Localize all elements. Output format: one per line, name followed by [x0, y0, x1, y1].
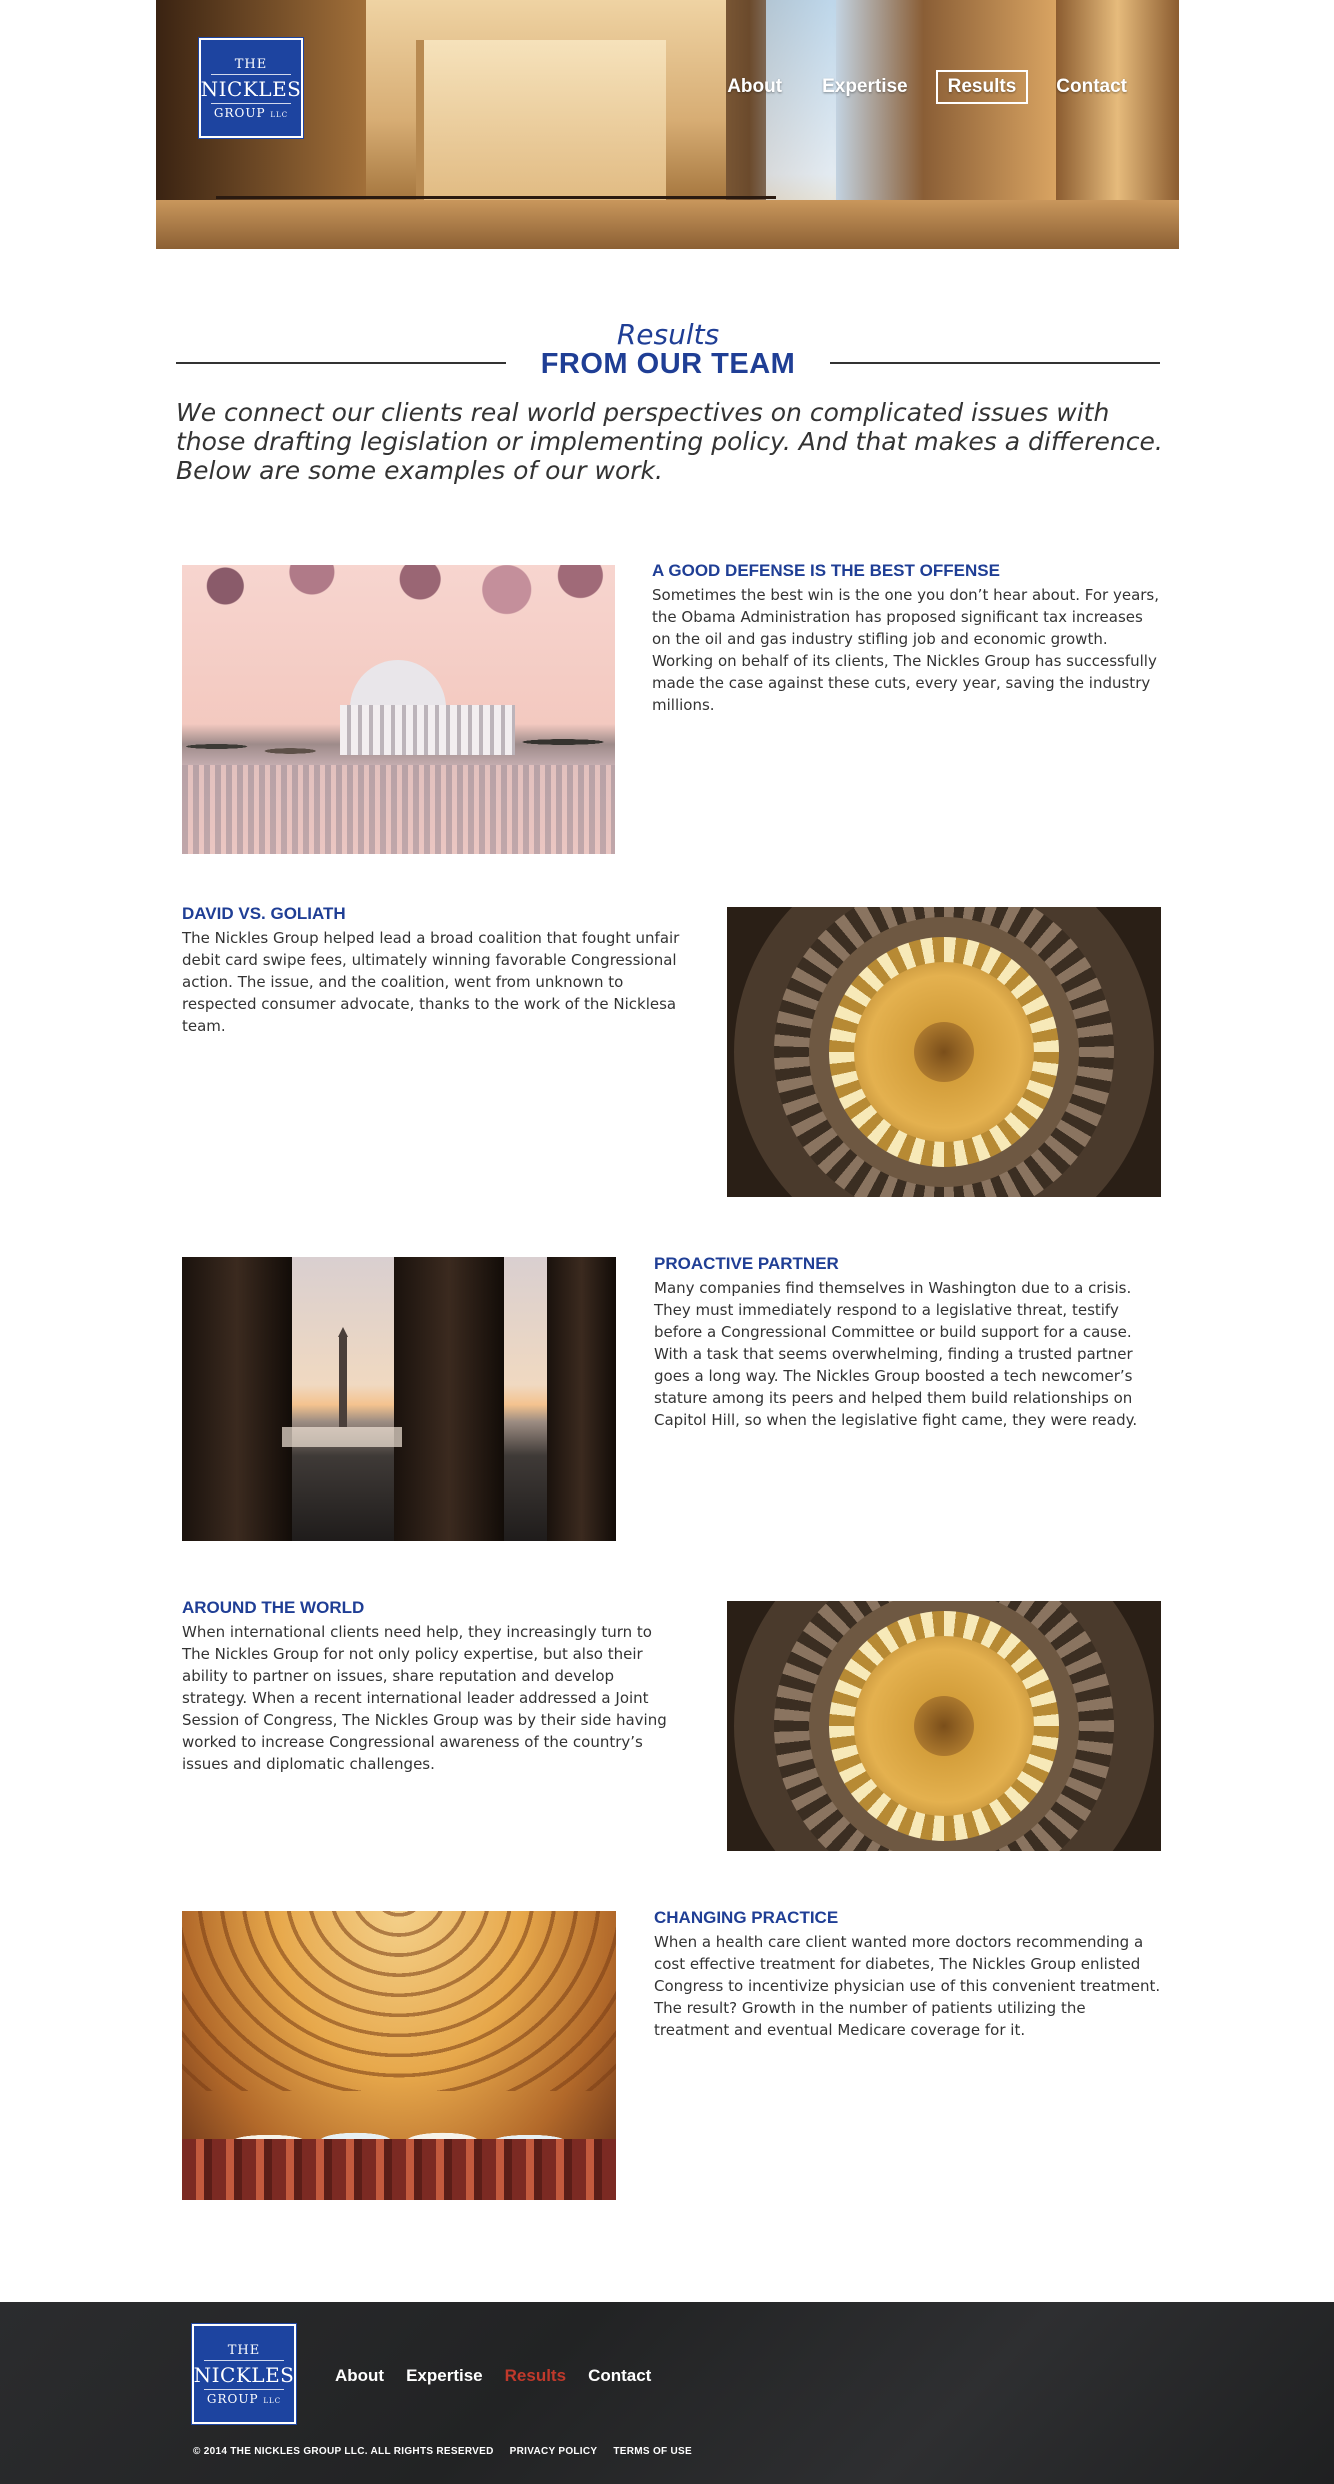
item-body: Many companies find themselves in Washington due to a crisis. They must immediately respond to a legislative threat, testify before a Congressional Committee or build support for a cause. With a task that seems overwhelming, finding a trusted partner goes a long way. The Nickles Group boosted a tech newcomer’s stature among its peers and helped them build relationships on Capitol Hill, so when the legislative fight came, they were ready. — [654, 1279, 1138, 1429]
memorial-building — [340, 705, 515, 755]
logo-rule — [204, 2389, 284, 2390]
dome-oculus — [914, 1022, 974, 1082]
logo-line2: NICKLES — [200, 76, 302, 101]
logo-line1: THE — [234, 56, 268, 72]
footer-nav — [335, 2366, 651, 2386]
library-dome-image — [182, 1911, 616, 2200]
nav-about[interactable]: About — [727, 76, 783, 97]
hero-rope — [216, 196, 776, 199]
hero-steps — [156, 200, 1179, 249]
capitol-dome-image — [727, 907, 1161, 1197]
item-title: CHANGING PRACTICE — [654, 1908, 839, 1927]
logo-rule — [211, 103, 291, 104]
footer-legal — [193, 2446, 692, 2457]
logo-rule — [204, 2360, 284, 2361]
item-title: AROUND THE WORLD — [182, 1598, 365, 1617]
hero-banner — [156, 0, 1179, 249]
nav-contact[interactable]: Contact — [1056, 76, 1127, 97]
pillar — [547, 1257, 616, 1541]
footer-nav-results[interactable]: Results — [504, 2366, 567, 2385]
logo-rule — [211, 74, 291, 75]
item-body: When a health care client wanted more doctors recommending a cost effective treatment for diabetes, The Nickles Group enlisted Congress to incentivize physician use of this convenient treatment. The result? Growth in the number of patients utilizing the treatment and eventual Medicare coverage for it. — [654, 1933, 1161, 2039]
blossom — [182, 565, 615, 635]
washington-monument-image — [182, 1257, 616, 1541]
item-body: The Nickles Group helped lead a broad coalition that fought unfair debit card swipe fees, ultimately winning favorable Congressional action. The issue, and the coalition, went from unknown to respected consumer advocate, thanks to the work of the Nicklesa team. — [182, 929, 680, 1035]
pillar — [182, 1257, 292, 1541]
copyright-text: © 2014 THE NICKLES GROUP LLC. ALL RIGHTS RESERVED — [193, 2446, 494, 2457]
logo-line1: THE — [227, 2342, 261, 2358]
pillar — [394, 1257, 504, 1541]
section-heading — [176, 318, 1160, 378]
item-title: PROACTIVE PARTNER — [654, 1254, 839, 1273]
capitol-dome-image — [727, 1601, 1161, 1851]
footer-logo[interactable] — [192, 2324, 296, 2424]
reading-room-floor — [182, 2139, 616, 2200]
item-title: DAVID VS. GOLIATH — [182, 904, 346, 923]
privacy-policy-link[interactable]: PRIVACY POLICY — [509, 2446, 598, 2457]
water-reflection — [182, 765, 615, 854]
main-nav — [715, 70, 1139, 104]
terms-of-use-link[interactable]: TERMS OF USE — [613, 2446, 692, 2457]
item-title: A GOOD DEFENSE IS THE BEST OFFENSE — [652, 561, 1000, 580]
footer-nav-expertise[interactable]: Expertise — [406, 2366, 483, 2385]
footer-nav-about[interactable]: About — [335, 2366, 385, 2385]
hero-pedestal-block — [416, 40, 666, 200]
reflecting-pool — [282, 1427, 402, 1447]
logo-group: GROUP — [206, 2391, 259, 2406]
footer — [0, 2302, 1334, 2484]
logo-line2: NICKLES — [193, 2362, 295, 2387]
intro-text: We connect our clients real world perspectives on complicated issues with those drafting legislation or implementing policy. And that makes a difference. Below are some examples of our work. — [176, 398, 1163, 485]
logo-suffix: LLC — [270, 110, 289, 119]
logo-line3 — [214, 106, 288, 120]
footer-nav-contact[interactable]: Contact — [588, 2366, 652, 2385]
memorial-dome — [350, 660, 446, 710]
item-body: When international clients need help, they increasingly turn to The Nickles Group for not only policy expertise, but also their ability to partner on issues, share reputation and develop strategy. When a recent international leader addressed a Joint Session of Congress, The Nickles Group was by their side having worked to increase Congressional awareness of the country’s issues and diplomatic challenges. — [182, 1623, 667, 1773]
logo-suffix: LLC — [263, 2396, 282, 2405]
item-body: Sometimes the best win is the one you don’t hear about. For years, the Obama Administration has proposed significant tax increases on the oil and gas industry stifling job and economic growth. Working on behalf of its clients, The Nickles Group has successfully made the case against these cuts, every year, saving the industry millions. — [652, 586, 1160, 714]
jefferson-memorial-image — [182, 565, 615, 854]
arched-windows — [182, 2081, 616, 2141]
page-subtitle: FROM OUR TEAM — [540, 348, 796, 380]
nav-expertise[interactable]: Expertise — [822, 76, 908, 97]
dome-oculus — [914, 1696, 974, 1756]
dome-coffers — [182, 1911, 616, 2091]
monument — [339, 1337, 347, 1427]
logo-line3 — [207, 2392, 281, 2406]
header-logo[interactable] — [199, 38, 303, 138]
nav-results[interactable]: Results — [936, 70, 1029, 104]
page-title: Results — [616, 318, 720, 351]
logo-group: GROUP — [213, 105, 266, 120]
